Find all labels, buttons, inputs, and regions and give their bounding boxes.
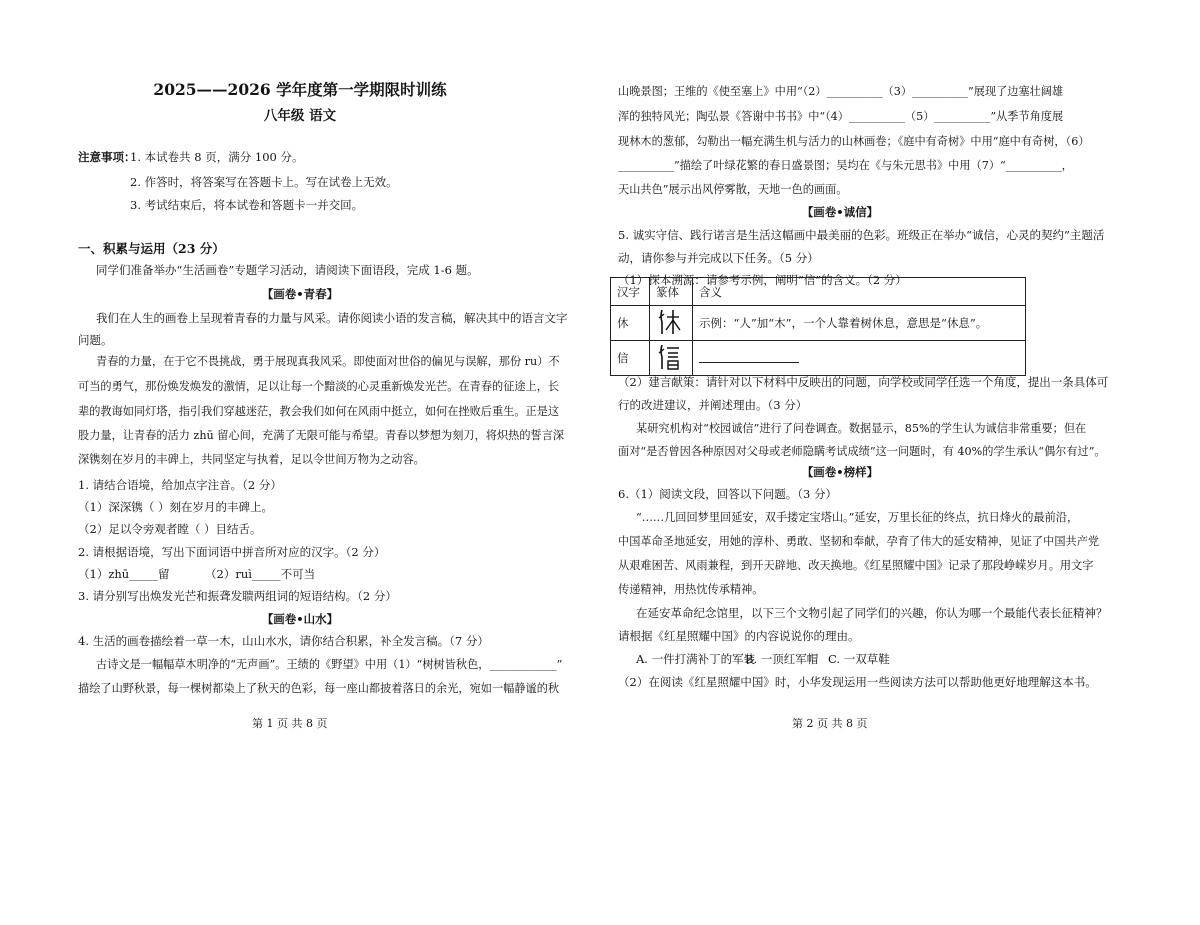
- table-header-row: [611, 278, 1026, 306]
- seal-script-xin: [650, 341, 693, 376]
- seal-script-xiu-icon: [656, 308, 682, 336]
- exam-subtitle: 八年级 语文: [263, 108, 337, 124]
- page-footer: 第 2 页 共 8 页: [792, 717, 868, 730]
- passage-line: 天山共色”展示出风停雾散，天地一色的画面。: [618, 183, 848, 196]
- option-a[interactable]: A. 一件打满补丁的军装: [636, 652, 756, 666]
- question-5-2: 行的改进建议，并阐述理由。（3 分）: [618, 398, 808, 412]
- section-heading: 一、积累与运用（23 分）: [78, 241, 225, 256]
- passage-line: 中国革命圣地延安，用她的淳朴、勇敢、坚韧和奉献，孕育了伟大的延安精神，见证了中国共产党: [618, 535, 1100, 548]
- table-header: 汉字: [611, 278, 650, 306]
- table-header: 篆体: [650, 278, 693, 306]
- passage-line: 可当的勇气，那份焕发焕发的激情，足以让每一个黯淡的心灵重新焕发光芒。在青春的征途上，长: [78, 380, 560, 393]
- passage-line: 现林木的葱郁，勾勒出一幅充满生机与活力的山林画卷；《庭中有奇树》中用“庭中有奇树，（6）: [618, 135, 1090, 148]
- page-2: [600, 0, 1200, 925]
- question-5-1: （1）探本溯源：请参考示例，阐明“信”的含义。（2 分）: [618, 273, 907, 287]
- material-line: 某研究机构对“校园诚信”进行了问卷调查。数据显示，85%的学生认为诚信非常重要；但在: [636, 422, 1087, 435]
- passage-line: 山晚景图；王维的《使至塞上》中用“（2）__________（3）__________”展现了边塞壮阔雄: [618, 85, 1064, 98]
- table-cell-char: 休: [611, 306, 650, 341]
- question-5: 5. 诚实守信、践行诺言是生活这幅画中最美丽的色彩。班级正在举办“诚信，心灵的契约”主题活: [618, 228, 1105, 242]
- note-item: 3. 考试结束后，将本试卷和答题卡一并交回。: [130, 198, 364, 212]
- passage-line: 股力量，让青春的活力 zhū 留心间，充满了无限可能与希望。青春以梦想为刻刀，将炽热的誓言深: [78, 429, 565, 442]
- table-row: [611, 341, 1026, 376]
- question-5: 动，请你参与并完成以下任务。（5 分）: [618, 251, 819, 265]
- passage-line: 青春的力量，在于它不畏挑战，勇于展现真我风采。即使面对世俗的偏见与误解，那份 ru）不: [96, 355, 560, 368]
- note-item: 2. 作答时，将答案写在答题卡上。写在试卷上无效。: [130, 175, 398, 189]
- passage-line: 从艰难困苦、风雨兼程，到开天辟地、改天换地。《红星照耀中国》记录了那段峥嵘岁月。用文字: [618, 559, 1094, 572]
- option-c[interactable]: C. 一双草鞋: [828, 652, 890, 666]
- character-table: [610, 277, 1026, 376]
- option-b[interactable]: B. 一顶红军帽: [745, 652, 819, 666]
- question-3: 3. 请分别写出焕发光芒和振聋发聩两组词的短语结构。（2 分）: [78, 589, 397, 603]
- question-6-prompt: 请根据《红星照耀中国》的内容说说你的理由。: [618, 629, 860, 643]
- passage-line: 古诗文是一幅幅草木明净的“无声画”。王绩的《野望》中用（1）“树树皆秋色，____________”: [96, 658, 563, 671]
- passage-line: “……几回回梦里回延安，双手搂定宝塔山。”延安，万里长征的终点，抗日烽火的最前沿，: [636, 511, 1079, 524]
- passage-line: __________”描绘了叶绿花繁的春日盛景图；吴均在《与朱元思书》中用（7）“__________，: [618, 159, 1073, 172]
- question-6-prompt: 在延安革命纪念馆里，以下三个文物引起了同学们的兴趣，你认为哪一个最能代表长征精神？: [636, 606, 1108, 620]
- page-footer: 第 1 页 共 8 页: [252, 717, 328, 730]
- question-2: 2. 请根据语境，写出下面词语中拼音所对应的汉字。（2 分）: [78, 545, 386, 559]
- notes-label: 注意事项：: [78, 150, 136, 164]
- question-6-2: （2）在阅读《红星照耀中国》时，小华发现运用一些阅读方法可以帮助他更好地理解这本书。: [618, 675, 1097, 689]
- question-4: 4. 生活的画卷描绘着一草一木，山山水水，请你结合积累，补全发言稿。（7 分）: [78, 634, 489, 648]
- material-line: 面对“是否曾因各种原因对父母或老师隐瞒考试成绩”这一问题时，有 40%的学生承认“偶尔有过”。: [618, 445, 1106, 458]
- question-1-1: （1）深深镌（ ）刻在岁月的丰碑上。: [78, 500, 273, 514]
- table-header: 含义: [693, 278, 1026, 306]
- block-heading: 【画卷•山水】: [261, 612, 339, 626]
- passage-line: 描绘了山野秋景，每一棵树都染上了秋天的色彩，每一座山都披着落日的余光，宛如一幅静谧的秋: [78, 682, 560, 695]
- block-heading: 【画卷•榜样】: [801, 465, 879, 479]
- exam-title: 2025——2026 学年度第一学期限时训练: [153, 80, 447, 99]
- answer-line: [699, 350, 799, 363]
- block-intro: 我们在人生的画卷上呈现着青春的力量与风采。请你阅读小语的发言稿，解决其中的语言文字: [96, 311, 568, 325]
- passage-line: 传递精神，用热忱传承精神。: [618, 583, 764, 596]
- block-heading: 【画卷•青春】: [261, 287, 339, 301]
- table-cell-meaning: 示例：“人”加“木”，一个人靠着树休息，意思是“休息”。: [693, 306, 1026, 341]
- question-2-b: （2）ruì_____不可当: [205, 567, 316, 581]
- question-1: 1. 请结合语境，给加点字注音。（2 分）: [78, 478, 282, 492]
- block-intro: 问题。: [78, 333, 113, 347]
- question-6: 6.（1）阅读文段，回答以下问题。（3 分）: [618, 487, 838, 501]
- block-heading: 【画卷•诚信】: [801, 205, 879, 219]
- question-1-2: （2）足以令旁观者瞠（ ）目结舌。: [78, 522, 262, 536]
- note-item: 1. 本试卷共 8 页，满分 100 分。: [130, 150, 304, 164]
- question-2-a: （1）zhū_____留: [78, 567, 170, 581]
- table-row: [611, 306, 1026, 341]
- question-5-2: （2）建言献策：请针对以下材料中反映出的问题，向学校或同学任选一个角度，提出一条具体可: [618, 375, 1109, 389]
- passage-line: 浑的独特风光；陶弘景《答谢中书书》中“（4）__________（5）__________”从季节角度展: [618, 110, 1064, 123]
- seal-script-xiu: [650, 306, 693, 341]
- seal-script-xin-icon: [656, 343, 682, 371]
- section-intro: 同学们准备举办“生活画卷”专题学习活动，请阅读下面语段，完成 1-6 题。: [96, 263, 479, 277]
- passage-line: 辈的教诲如同灯塔，指引我们穿越迷茫，教会我们如何在风雨中挺立，如何在挫败后重生。正是这: [78, 405, 560, 418]
- answer-blank[interactable]: [693, 341, 1026, 376]
- passage-line: 深镌刻在岁月的丰碑上，共同坚定与执着，足以令世间万物为之动容。: [78, 453, 425, 466]
- table-cell-char: 信: [611, 341, 650, 376]
